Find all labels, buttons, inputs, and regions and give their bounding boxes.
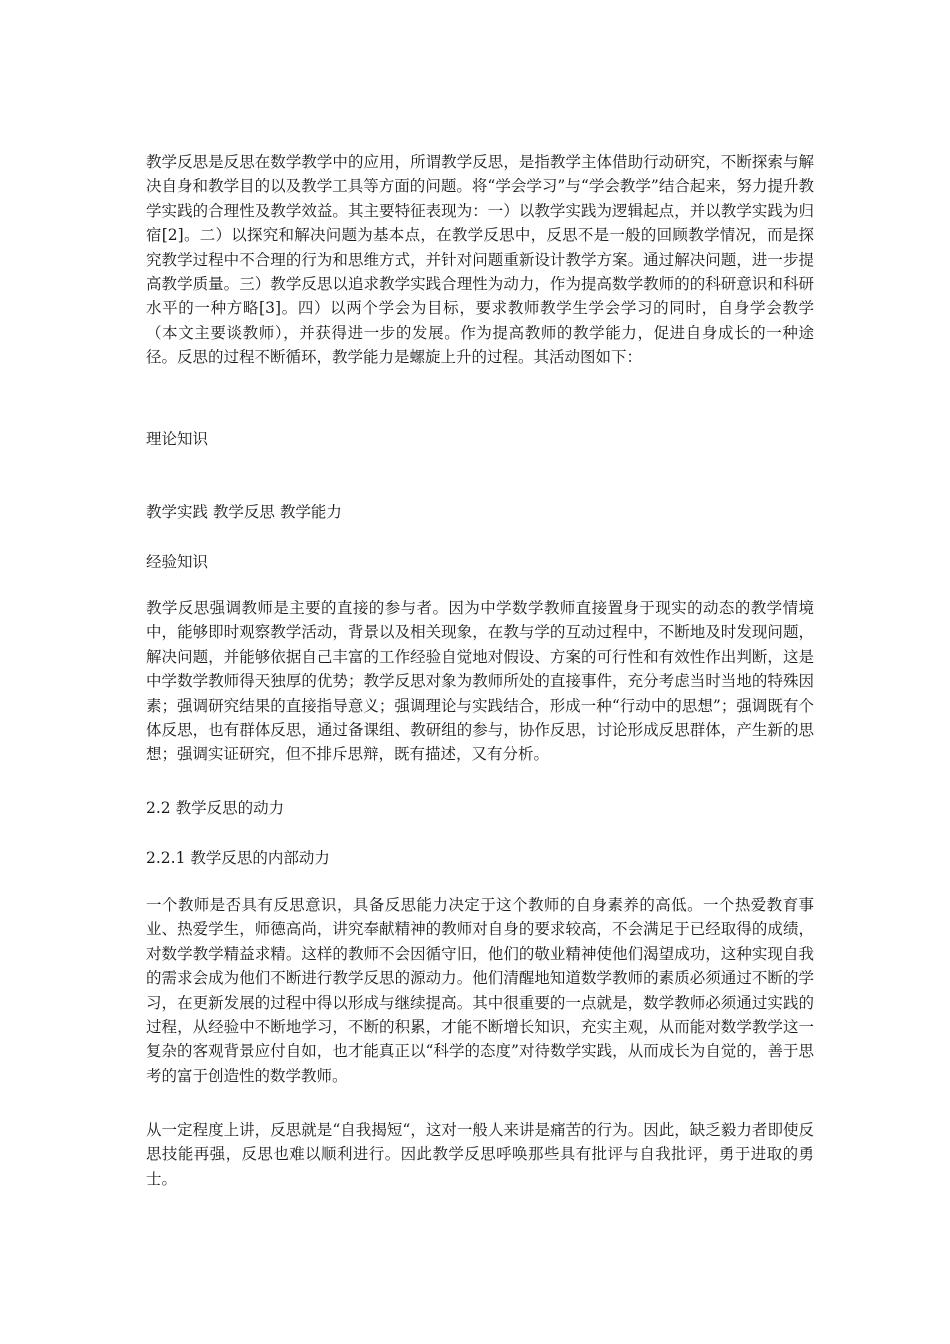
diagram-label-experience-knowledge: 经验知识 xyxy=(146,553,209,571)
paragraph-internal-motivation: 一个教师是否具有反思意识，具备反思能力决定于这个教师的自身素养的高低。一个热爱教育事业、热爱学生，师德高尚，讲究奉献精神的教师对自身的要求较高，不会满足于已经取得的成绩，对数学教学精益求精。这样的教师不会因循守旧，他们的敬业精神使他们渴望成功，这种实现自我的需求会成为他们不断进行教学反思的源动力。他们清醒地知道数学教师的素质必须通过不断的学习，在更新发展的过程中得以形成与继续提高。其中很重要的一点就是，数学教师必须通过实践的过程，从经验中不断地学习，不断的积累，才能不断增长知识，充实主观，从而能对数学教学这一复杂的客观背景应付自如，也才能真正以“科学的态度”对待数学实践，从而成长为自觉的，善于思考的富于创造性的数学教师。 xyxy=(146,896,814,1085)
paragraph-teacher-participant: 教学反思强调教师是主要的直接的参与者。因为中学数学教师直接置身于现实的动态的教学情境中，能够即时观察教学活动，背景以及相关现象，在教与学的互动过程中，不断地及时发现问题，解决问题，并能够依据自己丰富的工作经验自觉地对假设、方案的可行性和有效性作出判断，这是中学数学教师得天独厚的优势；教学反思对象为教师所处的直接事件，充分考虑当时当地的特殊因素；强调研究结果的直接指导意义；强调理论与实践结合，形成一种“行动中的思想”；强调既有个体反思，也有群体反思，通过备课组、教研组的参与，协作反思，讨论形成反思群体，产生新的思想；强调实证研究，但不排斥思辩，既有描述，又有分析。 xyxy=(146,599,814,764)
paragraph-self-criticism: 从一定程度上讲，反思就是“自我揭短“，这对一般人来讲是痛苦的行为。因此，缺乏毅力者即使反思技能再强，反思也难以顺利进行。因此教学反思呼唤那些具有批评与自我批评，勇于进取的勇士。 xyxy=(146,1121,814,1188)
paragraph-teaching-reflection-definition: 教学反思是反思在数学教学中的应用，所谓教学反思，是指教学主体借助行动研究，不断探索与解决自身和教学目的以及教学工具等方面的问题。将“学会学习”与“学会教学”结合起来，努力提升教学实践的合理性及教学效益。其主要特征表现为：一）以教学实践为逻辑起点，并以教学实践为归宿[2]。二）以探究和解决问题为基本点，在教学反思中，反思不是一般的回顾教学情况，而是探究教学过程中不合理的行为和思维方式，并针对问题重新设计教学方案。通过解决问题，进一步提高教学质量。三）教学反思以追求教学实践合理性为动力，作为提高数学教师的的科研意识和科研水平的一种方略[3]。四）以两个学会为目标，要求教师教学生学会学习的同时，自身学会教学（本文主要谈教师），并获得进一步的发展。作为提高教师的教学能力，促进自身成长的一种途径。反思的过程不断循环，教学能力是螺旋上升的过程。其活动图如下： xyxy=(146,153,814,367)
diagram-label-theory-knowledge: 理论知识 xyxy=(146,430,209,448)
diagram-label-practice-reflection-ability: 教学实践 教学反思 教学能力 xyxy=(146,503,342,521)
section-heading-2-2-1: 2.2.1 教学反思的内部动力 xyxy=(146,849,330,867)
section-heading-2-2: 2.2 教学反思的动力 xyxy=(146,799,285,817)
